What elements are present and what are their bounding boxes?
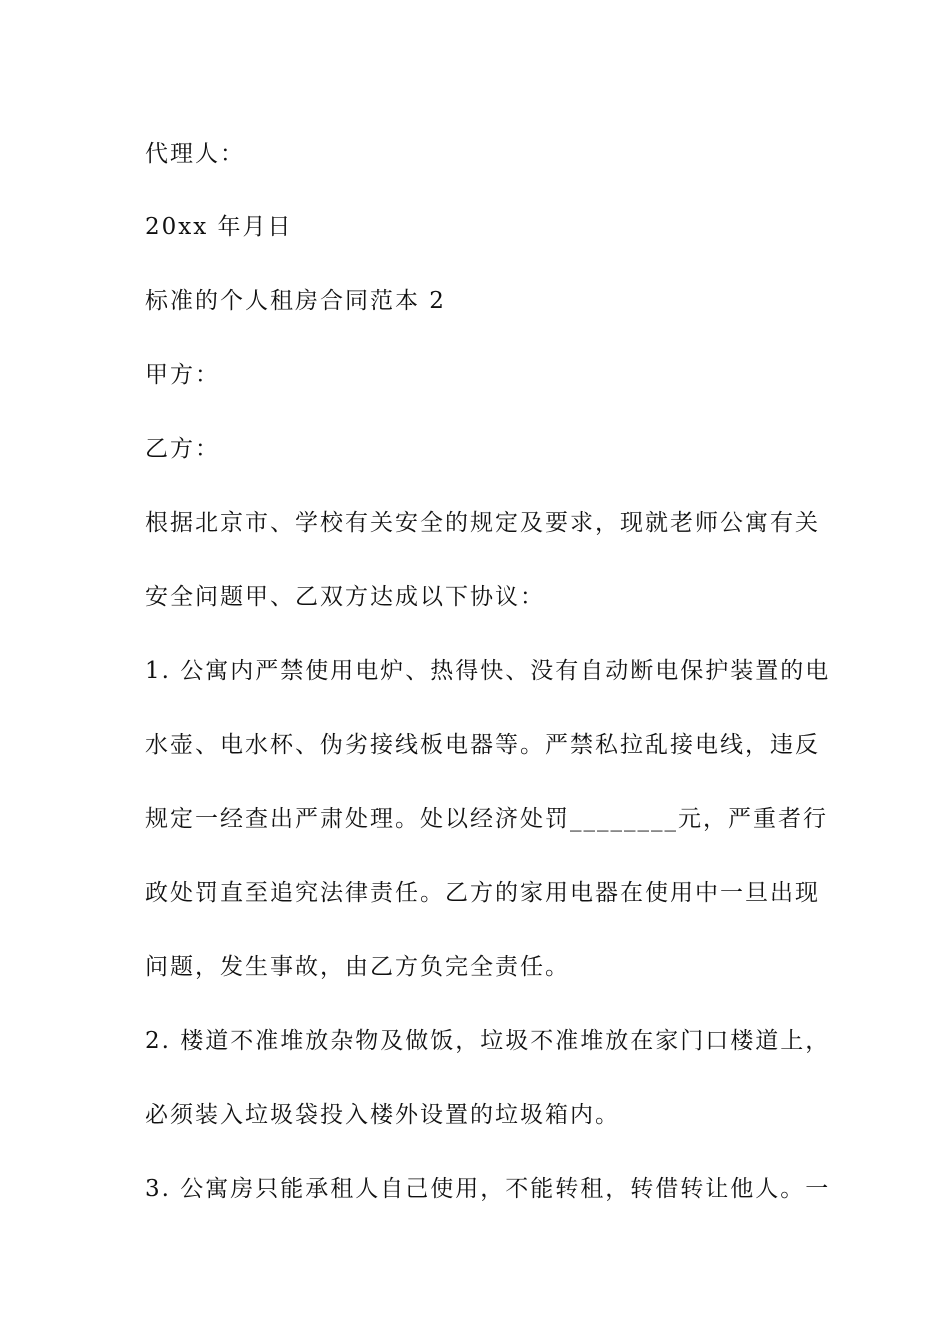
clause-1-line: 水壶、电水杯、伪劣接线板电器等。严禁私拉乱接电线，违反 [145,732,820,758]
paragraph-line: 根据北京市、学校有关安全的规定及要求，现就老师公寓有关 [145,510,820,536]
clause-1-line: 政处罚直至追究法律责任。乙方的家用电器在使用中一旦出现 [145,880,820,906]
clause-2-line: 必须装入垃圾袋投入楼外设置的垃圾箱内。 [145,1102,620,1128]
party-b-line: 乙方： [145,436,220,462]
date-line: 20xx 年月日 [145,214,293,240]
agent-line: 代理人： [145,141,245,167]
paragraph-line: 安全问题甲、乙双方达成以下协议： [145,584,545,610]
section-title: 标准的个人租房合同范本 2 [145,288,446,314]
clause-1-line: 规定一经查出严肃处理。处以经济处罚________元，严重者行 [145,806,828,832]
clause-1-line: 1. 公寓内严禁使用电炉、热得快、没有自动断电保护装置的电 [145,658,831,684]
party-a-line: 甲方： [145,362,220,388]
clause-1-line: 问题，发生事故，由乙方负完全责任。 [145,954,570,980]
clause-3-line: 3. 公寓房只能承租人自己使用，不能转租，转借转让他人。一 [145,1176,831,1202]
clause-2-line: 2. 楼道不准堆放杂物及做饭，垃圾不准堆放在家门口楼道上， [145,1028,831,1054]
